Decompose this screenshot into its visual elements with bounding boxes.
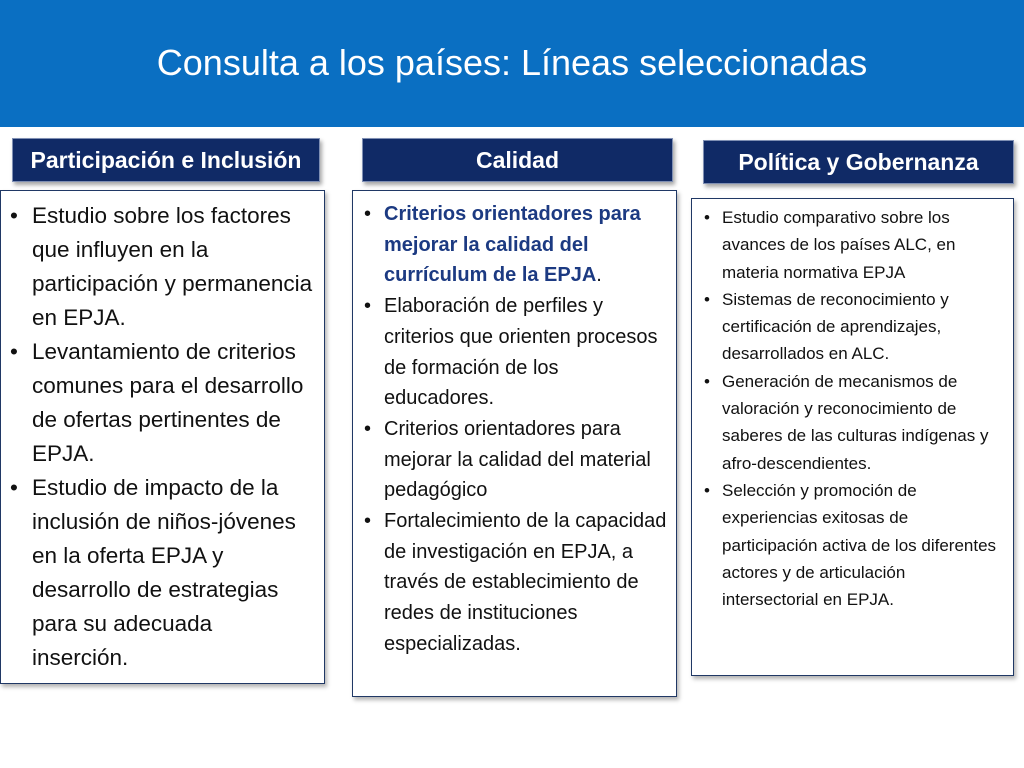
column-heading-participacion: Participación e Inclusión — [12, 138, 320, 182]
highlighted-text: Criterios orientadores para mejorar la calidad del currículum de la EPJA — [384, 203, 641, 287]
list-item: • Levantamiento de criterios comunes para el desarrollo de ofertas pertinentes de EPJA. — [32, 335, 314, 471]
list-item: • Estudio de impacto de la inclusión de niños-jóvenes en la oferta EPJA y desarrollo de estrategias para su adecuada inserción. — [32, 471, 314, 675]
calidad-list — [384, 199, 668, 660]
politica-list — [722, 204, 1005, 613]
list-item: • Fortalecimiento de la capacidad de investigación en EPJA, a través de establecimiento de redes de instituciones especializadas. — [384, 506, 668, 660]
list-item: • Selección y promoción de experiencias exitosas de participación activa de los diferentes actores y de articulación intersectorial en EPJA. — [722, 477, 1005, 613]
list-item: • Criterios orientadores para mejorar la calidad del material pedagógico — [384, 414, 668, 506]
list-item: • Estudio comparativo sobre los avances de los países ALC, en materia normativa EPJA — [722, 204, 1005, 286]
title-banner — [0, 0, 1024, 127]
column-heading-calidad: Calidad — [362, 138, 673, 182]
slide-title: Consulta a los países: Líneas seleccionadas — [156, 42, 868, 83]
participacion-list-box — [0, 190, 325, 684]
list-item: • Estudio sobre los factores que influyen en la participación y permanencia en EPJA. — [32, 199, 314, 335]
participacion-list — [32, 199, 314, 675]
politica-list-box — [691, 198, 1014, 676]
trailing-punctuation: . — [596, 264, 602, 287]
calidad-list-box — [352, 190, 677, 697]
list-item: • Generación de mecanismos de valoración y reconocimiento de saberes de las culturas indígenas y afro-descendientes. — [722, 368, 1005, 477]
list-item: • Elaboración de perfiles y criterios que orienten procesos de formación de los educadores. — [384, 291, 668, 414]
list-item: • Sistemas de reconocimiento y certificación de aprendizajes, desarrollados en ALC. — [722, 286, 1005, 368]
list-item-highlighted — [384, 199, 668, 291]
column-heading-politica: Política y Gobernanza — [703, 140, 1014, 184]
